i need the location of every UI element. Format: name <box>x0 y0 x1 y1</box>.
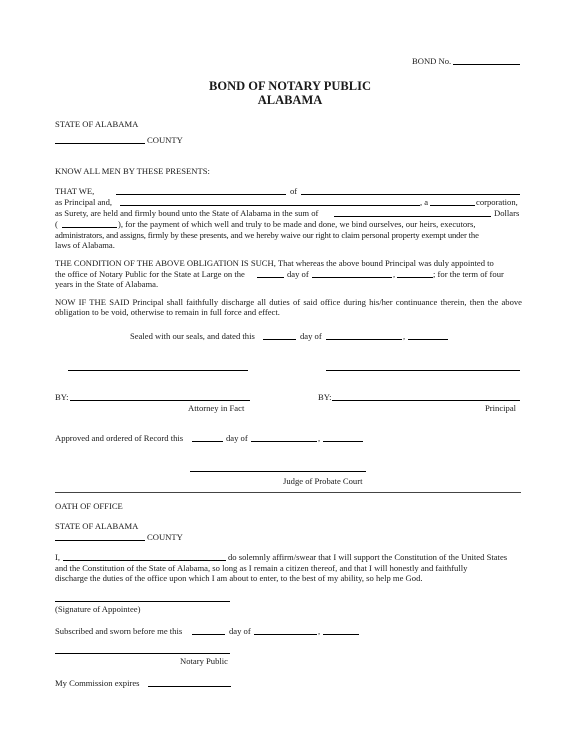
day-of-label: day of <box>287 269 309 279</box>
principal-signature-line[interactable] <box>326 370 520 371</box>
paren-open: ( <box>55 219 58 229</box>
appointment-year-field[interactable] <box>397 277 433 278</box>
judge-label: Judge of Probate Court <box>283 476 363 486</box>
sealed-comma: , <box>403 331 406 341</box>
appointment-month-field[interactable] <box>312 277 392 278</box>
condition-line-1: THE CONDITION OF THE ABOVE OBLIGATION IS SUCH, That whereas the above bound Principal was duly appointed to <box>55 258 494 268</box>
subscribed-day-of-label: day of <box>229 626 251 636</box>
admin-text: administrators, and assigns, firmly by these presents, and we hereby waive our right to claim personal property exempt under the <box>55 230 479 240</box>
condition-line-2a: the office of Notary Public for the State at Large on the <box>55 269 245 279</box>
sealed-year-field[interactable] <box>408 339 448 340</box>
laws-text: laws of Alabama. <box>55 240 115 250</box>
oath-affirm-text: do solemnly affirm/swear that I will support the Constitution of the United States <box>228 552 508 562</box>
document-title: BOND OF NOTARY PUBLIC <box>209 79 371 93</box>
bond-amount-numeric-field[interactable] <box>62 227 117 228</box>
oath-heading: OATH OF OFFICE <box>55 501 123 511</box>
that-we-label: THAT WE, <box>55 186 95 196</box>
by-label-right: BY: <box>318 392 332 402</box>
sealed-month-field[interactable] <box>326 339 402 340</box>
sealed-day-field[interactable] <box>263 339 296 340</box>
county-field[interactable] <box>55 143 145 144</box>
approved-text: Approved and ordered of Record this <box>55 433 184 443</box>
notary-signature-line[interactable] <box>55 653 230 654</box>
condition-line-2b: ; for the term of four <box>433 269 504 279</box>
know-all-heading: KNOW ALL MEN BY THESE PRESENTS: <box>55 166 210 176</box>
payment-text: ), for the payment of which well and truly to be made and done, we bind ourselves, our heirs, executors, <box>118 219 476 229</box>
oath-county-field[interactable] <box>55 540 145 541</box>
county-label: COUNTY <box>147 135 183 145</box>
approved-day-field[interactable] <box>192 441 223 442</box>
a-label: , a <box>420 197 429 207</box>
oath-county-label: COUNTY <box>147 532 183 542</box>
approved-day-of-label: day of <box>226 433 248 443</box>
principal-address-field[interactable] <box>301 194 520 195</box>
approved-year-field[interactable] <box>323 441 363 442</box>
subscribed-month-field[interactable] <box>254 634 317 635</box>
surety-text: as Surety, are held and firmly bound unto the State of Alabama in the sum of <box>55 208 319 218</box>
attorney-in-fact-label: Attorney in Fact <box>188 403 245 413</box>
of-label: of <box>290 186 298 196</box>
state-label: STATE OF ALABAMA <box>55 119 139 129</box>
subscribed-day-field[interactable] <box>192 634 225 635</box>
principal-name-field[interactable] <box>116 194 286 195</box>
approved-month-field[interactable] <box>251 441 317 442</box>
dollars-label: Dollars <box>494 208 520 218</box>
commission-expires-field[interactable] <box>148 686 231 687</box>
oath-i-label: I, <box>55 552 61 562</box>
judge-signature-line[interactable] <box>190 471 366 472</box>
subscribed-year-field[interactable] <box>323 634 359 635</box>
by-label-left: BY: <box>55 392 69 402</box>
approved-comma: , <box>318 433 321 443</box>
signature-label: (Signature of Appointee) <box>55 604 141 614</box>
now-if-paragraph: NOW IF THE SAID Principal shall faithfully discharge all duties of said office during his/her continuance therein, then the above obligation to be void, otherwise to remain in full force and effect. <box>55 297 522 318</box>
principal-by-field[interactable] <box>332 400 520 401</box>
subscribed-comma: , <box>318 626 321 636</box>
oath-state-label: STATE OF ALABAMA <box>55 521 139 531</box>
commission-label: My Commission expires <box>55 678 140 688</box>
oath-line-2: and the Constitution of the State of Alabama, so long as I remain a citizen thereof, and that I will honestly and faithfully <box>55 563 468 573</box>
surety-name-field[interactable] <box>120 205 420 206</box>
surety-signature-line[interactable] <box>68 370 248 371</box>
condition-line-3: years in the State of Alabama. <box>55 279 159 289</box>
sealed-day-of-label: day of <box>300 331 322 341</box>
surety-state-field[interactable] <box>430 205 475 206</box>
bond-amount-words-field[interactable] <box>334 216 491 217</box>
principal-label: Principal <box>485 403 517 413</box>
document-subtitle: ALABAMA <box>257 93 323 107</box>
notary-public-label: Notary Public <box>180 656 228 666</box>
as-principal-label: as Principal and, <box>55 197 113 207</box>
appointment-day-field[interactable] <box>257 277 284 278</box>
bond-no-field[interactable] <box>453 64 520 65</box>
subscribed-text: Subscribed and sworn before me this <box>55 626 183 636</box>
attorney-signature-field[interactable] <box>70 400 250 401</box>
bond-no-label: BOND No. <box>412 56 452 66</box>
section-divider <box>55 492 521 493</box>
oath-line-3: discharge the duties of the office upon which I am about to enter, to the best of my ability, so help me God. <box>55 573 423 583</box>
appointee-signature-line[interactable] <box>55 601 230 602</box>
sealed-text: Sealed with our seals, and dated this <box>130 331 255 341</box>
appointee-name-field[interactable] <box>63 560 226 561</box>
comma: , <box>393 269 396 279</box>
corporation-label: corporation, <box>476 197 518 207</box>
